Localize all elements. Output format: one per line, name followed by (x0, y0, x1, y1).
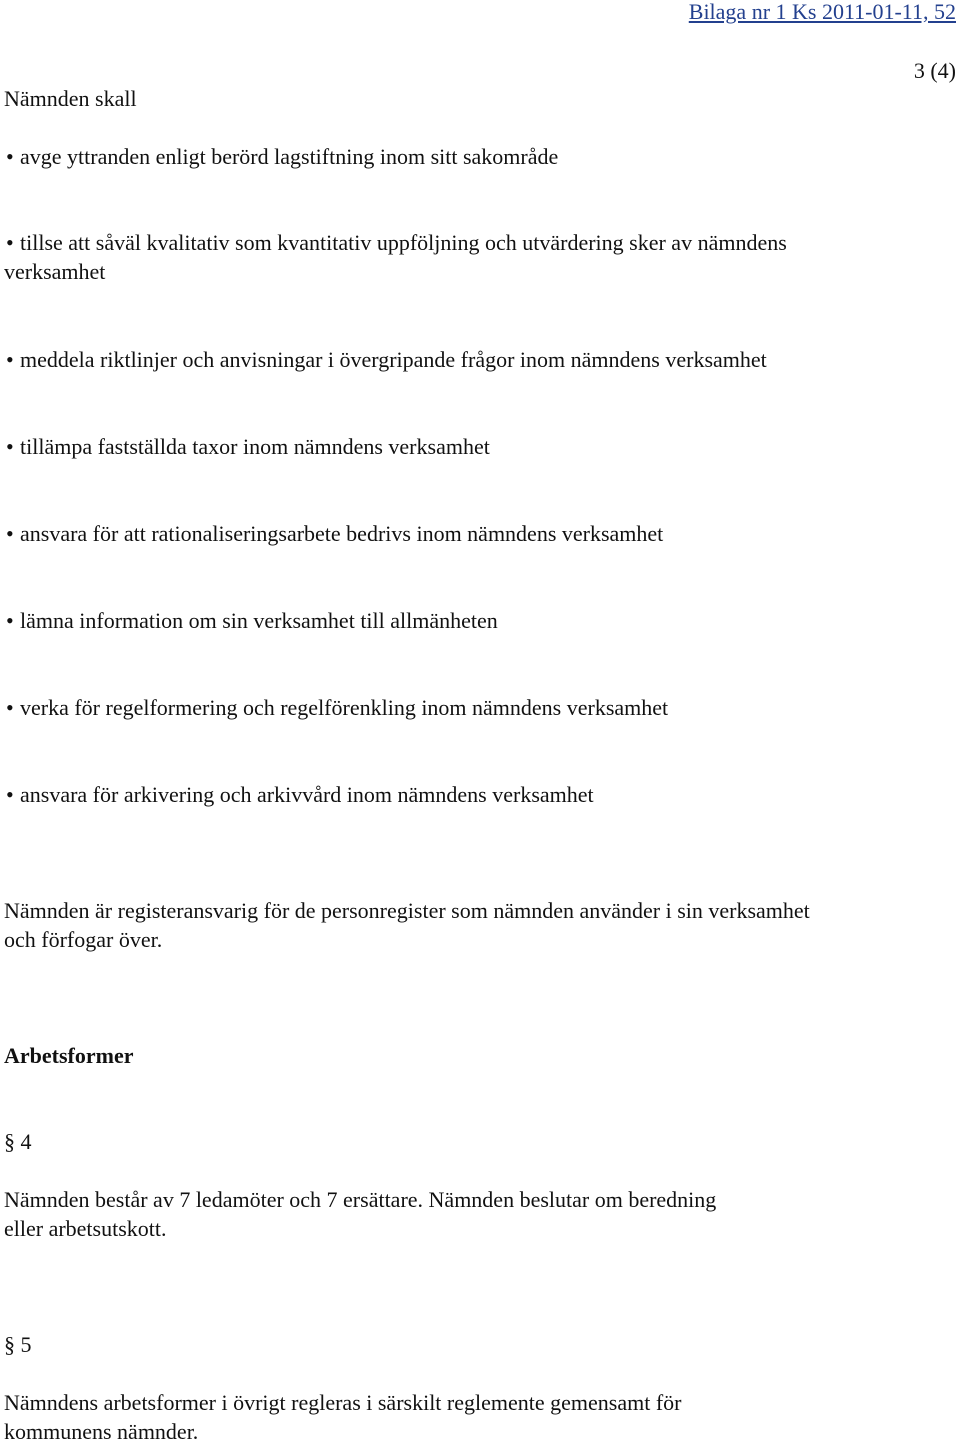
list-item-text: ansvara för att rationaliseringsarbete bedrivs inom nämndens verksamhet (20, 521, 664, 546)
bullet-marker: • (6, 782, 14, 807)
intro-text: Nämnden skall (4, 86, 137, 111)
register-paragraph-line: Nämnden är registeransvarig för de personregister som nämnden använder i sin verksamhet (4, 898, 810, 923)
section-text-line: kommunens nämnder. (4, 1419, 199, 1444)
bullet-marker: • (6, 695, 14, 720)
section-text-line: eller arbetsutskott. (4, 1216, 167, 1241)
list-item-text: tillämpa fastställda taxor inom nämndens verksamhet (20, 434, 490, 459)
bullet-marker: • (6, 144, 14, 169)
attachment-reference: Bilaga nr 1 Ks 2011-01-11, 52 (688, 0, 956, 24)
section-number: § 5 (4, 1332, 32, 1357)
section-text-line: Nämndens arbetsformer i övrigt regleras i särskilt reglemente gemensamt för (4, 1390, 682, 1415)
list-item-text: ansvara för arkivering och arkivvård inom nämndens verksamhet (20, 782, 594, 807)
bullet-marker: • (6, 434, 14, 459)
list-item-text: avge yttranden enligt berörd lagstiftning inom sitt sakområde (20, 144, 559, 169)
bullet-marker: • (6, 521, 14, 546)
bullet-marker: • (6, 608, 14, 633)
section-heading: Arbetsformer (4, 1043, 134, 1068)
bullet-marker: • (6, 347, 14, 372)
list-item-text-continuation: verksamhet (4, 259, 106, 284)
list-item-text: meddela riktlinjer och anvisningar i övergripande frågor inom nämndens verksamhet (20, 347, 767, 372)
section-number: § 4 (4, 1129, 32, 1154)
register-paragraph-line: och förfogar över. (4, 927, 163, 952)
list-item-text: lämna information om sin verksamhet till allmänheten (20, 608, 498, 633)
section-text-line: Nämnden består av 7 ledamöter och 7 ersättare. Nämnden beslutar om beredning (4, 1187, 717, 1212)
bullet-marker: • (6, 230, 14, 255)
list-item-text: tillse att såväl kvalitativ som kvantitativ uppföljning och utvärdering sker av nämndens (20, 230, 787, 255)
page-number: 3 (4) (913, 58, 956, 83)
list-item-text: verka för regelformering och regelförenkling inom nämndens verksamhet (20, 695, 669, 720)
